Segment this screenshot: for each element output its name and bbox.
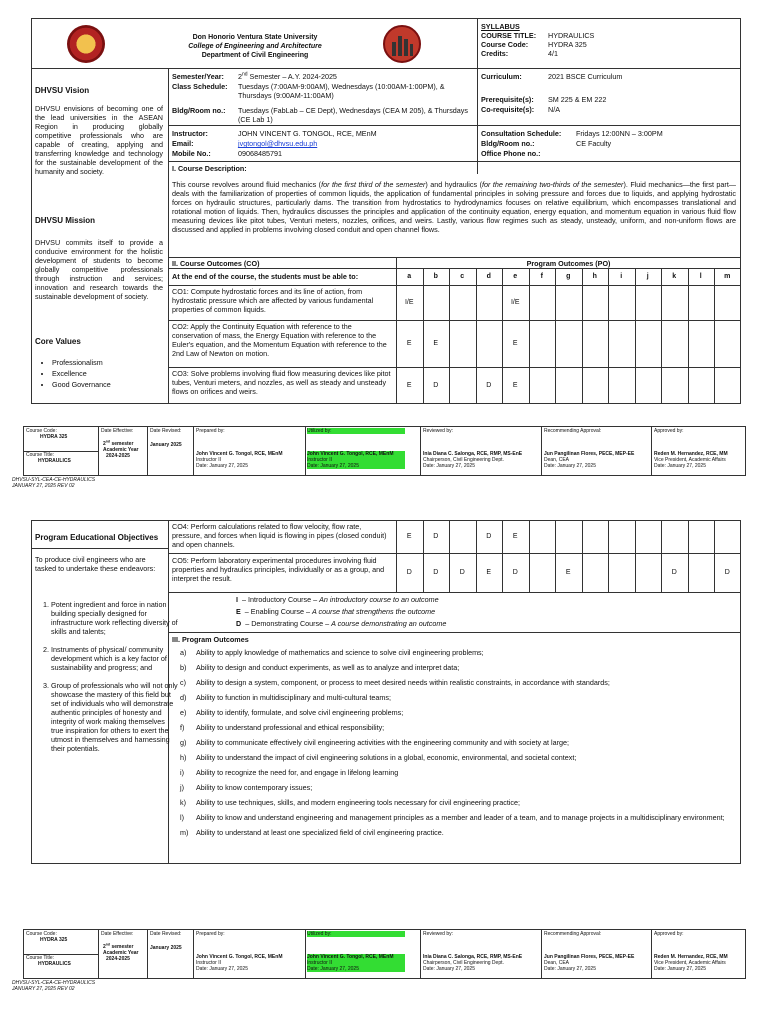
footer-utilized-field: Utilized by: xyxy=(307,931,405,937)
instructor-value: JOHN VINCENT G. TONGOL, RCE, MEnM xyxy=(238,129,377,138)
program-outcome-item xyxy=(180,693,735,702)
footer-field: Instructor II xyxy=(196,960,222,966)
program-outcome-text: Ability to communicate effectively civil engineering activities with the engineering community and with society at large; xyxy=(196,738,569,747)
department-name: Department of Civil Engineering xyxy=(201,52,309,59)
peo-title: Program Educational Objectives xyxy=(35,533,159,542)
program-outcome-key: m) xyxy=(180,828,189,837)
program-outcome-text: Ability to identify, formulate, and solve civil engineering problems; xyxy=(196,708,404,717)
program-outcome-item xyxy=(180,768,735,777)
footer-field: Dean, CEA xyxy=(544,960,570,966)
program-outcome-item xyxy=(180,678,735,687)
program-outcome-item xyxy=(180,828,735,837)
footer-field: Approved by: xyxy=(654,931,684,937)
po-title: Program Outcomes (PO) xyxy=(526,259,611,268)
peo-list xyxy=(35,600,179,753)
peo-intro: To produce civil engineers who are tasked to undertake these endeavors: xyxy=(35,555,156,573)
footer-field: Inia Diana C. Salonga, RCE, RMP, MS-EnE xyxy=(423,954,523,960)
coreq-value: N/A xyxy=(548,105,560,114)
footer-field: Date Effective: xyxy=(101,428,134,434)
co2-text: CO2: Apply the Continuity Equation with reference to the conservation of mass, the Energy Equation with reference to the Euler's equation, and the Momentum Equation with reference to the 2nd Law of Newton on motion. xyxy=(172,322,387,358)
co4-text: CO4: Perform calculations related to flow velocity, flow rate, pressure, and forces when liquid is flowing in pipes (closed conduit) and open channels. xyxy=(172,522,387,549)
mission-text: DHVSU commits itself to provide a conducive environment for the holistic development of students to become globally competitive professionals through instruction and services; innovation and research towards the sustainable development of society. xyxy=(35,238,163,301)
footer-field: Reviewed by: xyxy=(423,931,454,937)
university-seal-logo xyxy=(67,25,105,63)
po-mark: E xyxy=(565,568,571,576)
program-outcome-text: Ability to design and conduct experiments, as well as to analyze and interpret data; xyxy=(196,663,460,672)
program-outcome-text: Ability to understand at least one specialized field of civil engineering practice. xyxy=(196,828,444,837)
footer-field: Course Title: xyxy=(26,955,55,961)
po-mark: D xyxy=(512,568,518,576)
co5-text: CO5: Perform laboratory experimental procedures involving fluid properties and hydraulics principles, individually or as a group, and interpret the result. xyxy=(172,556,385,583)
footer-field: HYDRA 325 xyxy=(40,937,68,943)
doc-date-2: JANUARY 27, 2025 REV 02 xyxy=(12,986,75,992)
po-column-header: f xyxy=(540,273,543,280)
program-outcome-item xyxy=(180,813,735,822)
footer-field: Reden M. Hernandez, RCE, MM xyxy=(654,451,728,457)
program-outcome-item xyxy=(180,648,735,657)
program-outcome-text: Ability to understand professional and ethical responsibility; xyxy=(196,723,385,732)
footer-field: Jun Pangilinan Flores, PECE, MEP-EE xyxy=(544,954,635,960)
footer-field: Academic Year xyxy=(103,447,139,453)
program-outcome-text: Ability to design a system, component, or process to meet desired needs within realistic constraints, in accordance with standards; xyxy=(196,678,610,687)
co-subhead: At the end of the course, the students must be able to: xyxy=(172,272,359,281)
co-title: II. Course Outcomes (CO) xyxy=(172,259,260,268)
program-outcome-key: h) xyxy=(180,753,187,762)
consult-label: Consultation Schedule: xyxy=(481,129,562,138)
core-value-item: • Good Governance xyxy=(52,380,177,389)
po-mark: E xyxy=(486,568,492,576)
footer-field: Instructor II xyxy=(196,457,222,463)
po-column-header: a xyxy=(407,273,412,280)
footer-field: HYDRAULICS xyxy=(38,458,71,464)
bldg2-value: CE Faculty xyxy=(576,139,612,148)
program-outcome-text: Ability to function in multidisciplinary and multi-cultural teams; xyxy=(196,693,391,702)
po-column-header: e xyxy=(513,273,518,280)
peo-item: 2. Instruments of physical/ community development which is a key factor of sustainability and progress; and xyxy=(51,645,179,672)
po-mark: E xyxy=(512,381,518,389)
bldg2-label: Bldg/Room no.: xyxy=(481,139,535,148)
doc-reference-2: DHVSU-SYL-CEA-CE-HYDRAULICS xyxy=(12,980,96,986)
program-outcome-key: b) xyxy=(180,663,187,672)
program-outcome-item xyxy=(180,723,735,732)
syllabus-label: SYLLABUS xyxy=(481,22,520,31)
footer-field: Jun Pangilinan Flores, PECE, MEP-EE xyxy=(544,451,635,457)
footer-field: Date: January 27, 2025 xyxy=(544,463,596,469)
po-mark: D xyxy=(406,568,412,576)
footer-field: Date Effective: xyxy=(101,931,134,937)
program-outcomes-list xyxy=(180,648,735,843)
po-column-header: c xyxy=(460,273,465,280)
peo-item: 3. Group of professionals who will not only showcase the mastery of this field but set of individuals who will demonstrate authentic principles of honesty and integrity of work making themselves true inspiration for others to exert the utmost in themselves and harnessing their potentials. xyxy=(51,681,179,753)
po-column-header: h xyxy=(592,273,597,280)
program-outcome-text: Ability to use techniques, skills, and modern engineering tools necessary for civil engineering practice; xyxy=(196,798,521,807)
college-name: College of Engineering and Architecture xyxy=(188,43,322,50)
email-link[interactable]: jvgtongol@dhvsu.edu.ph xyxy=(238,139,318,148)
footer-field: January 2025 xyxy=(150,945,182,951)
po-mark: D xyxy=(433,381,439,389)
university-name: Don Honorio Ventura State University xyxy=(192,34,318,41)
program-outcome-text: Ability to know contemporary issues; xyxy=(196,783,313,792)
footer-field: Date: January 27, 2025 xyxy=(196,463,248,469)
footer-utilized-field: Instructor II xyxy=(307,960,405,966)
program-outcome-key: c) xyxy=(180,678,186,687)
program-outcome-text: Ability to know and understand engineering and management principles as a member and leader of a team, and to manage projects in a multidisciplinary environment; xyxy=(196,813,725,822)
footer-field: Recommending Approval: xyxy=(544,428,602,434)
footer-field: Course Title: xyxy=(26,452,55,458)
program-outcome-item xyxy=(180,798,735,807)
room-label: Bldg/Room no.: xyxy=(172,106,226,115)
po-mark: D xyxy=(486,381,492,389)
program-outcome-item xyxy=(180,663,735,672)
footer-field: John Vincent G. Tongol, RCE, MEnM xyxy=(196,954,283,960)
core-values-title: Core Values xyxy=(35,337,81,346)
footer-utilized-field: Date: January 27, 2025 xyxy=(307,463,405,469)
footer-utilized-field: John Vincent G. Tongol, RCE, MEnM xyxy=(307,451,405,457)
program-outcomes-title: III. Program Outcomes xyxy=(172,635,249,644)
course-title-value: HYDRAULICS xyxy=(548,31,595,40)
footer-field: Date: January 27, 2025 xyxy=(196,966,248,972)
doc-reference: DHVSU-SYL-CEA-CE-HYDRAULICS xyxy=(12,477,96,483)
coreq-label: Co-requisite(s): xyxy=(481,105,535,114)
po-mark: E xyxy=(406,532,412,540)
footer-field: Reviewed by: xyxy=(423,428,454,434)
footer-field: Course Code: xyxy=(26,428,57,434)
course-description-text: This course revolves around fluid mechanics (for the first third of the semester) and hydraulics (for the remaining two-thirds of the semester). Fluid mechanics—the first part—deals with the familiarization of properties of common liquids, the application of fundamental principles in solving pressure and forces due to liquids, and applying hydrostatic forces on hydraulic structures, particularly dams. The transition from hydrostatics to hydrodynamics focuses on relative equilibrium, which encompasses translational and rotational motion of liquids. Then, hydraulics discusses the principles and application of the continuity equation, energy equation, and momentum equation in various fluid flow measuring devices like pitot tubes, Venturi meters, nozzles, orifices, and weirs. Lastly, various flow regimes such as steady, unsteady, uniform, and non-uniform flows are discussed and applied in problems involving closed conduit and open channel flows. xyxy=(172,180,736,234)
curriculum-label: Curriculum: xyxy=(481,72,522,81)
curriculum-value: 2021 BSCE Curriculum xyxy=(548,72,623,81)
footer-field: Date: January 27, 2025 xyxy=(654,463,706,469)
po-mark: I/E xyxy=(510,298,520,306)
footer-field: Dean, CEA xyxy=(544,457,570,463)
schedule-value: Tuesdays (7:00AM-9:00AM), Wednesdays (10:00AM-1:00PM), & Thursdays (9:00AM-11:00AM) xyxy=(238,82,445,100)
mission-title: DHVSU Mission xyxy=(35,216,96,225)
footer-field: Date: January 27, 2025 xyxy=(654,966,706,972)
footer-field: Vice President, Academic Affairs xyxy=(654,960,726,966)
vision-text: DHVSU envisions of becoming one of the lead universities in the ASEAN Region in producing globally competitive professionals who are capable of creating, applying and transferring knowledge and technology for the sustainable development of the humanity and society. xyxy=(35,104,163,176)
program-outcome-item xyxy=(180,753,735,762)
po-mark: E xyxy=(433,339,439,347)
po-mark: E xyxy=(512,339,518,347)
footer-field: HYDRA 325 xyxy=(40,434,68,440)
po-column-header: m xyxy=(724,273,731,280)
po-mark: D xyxy=(433,532,439,540)
mobile-label: Mobile No.: xyxy=(172,149,211,158)
semester-value: 2nd Semester – A.Y. 2024-2025 xyxy=(238,71,337,81)
office-phone-label: Office Phone no.: xyxy=(481,149,541,158)
email-label: Email: xyxy=(172,139,194,148)
po-column-header: k xyxy=(672,273,677,280)
core-values-list xyxy=(38,358,177,389)
po-mark: D xyxy=(459,568,465,576)
course-title-label: COURSE TITLE: xyxy=(481,31,537,40)
legend-introductory: I – Introductory Course – An introductory course to an outcome xyxy=(236,595,439,604)
footer-utilized-field: Date: January 27, 2025 xyxy=(307,966,405,972)
footer-field: Recommending Approval: xyxy=(544,931,602,937)
footer-effective-semester: 2nd semester xyxy=(103,942,134,950)
program-outcome-item xyxy=(180,783,735,792)
program-outcome-key: f) xyxy=(180,723,185,732)
footer-field: Approved by: xyxy=(654,428,684,434)
footer-effective-semester: 2nd semester xyxy=(103,439,134,447)
program-outcome-key: k) xyxy=(180,798,186,807)
program-outcome-key: g) xyxy=(180,738,187,747)
po-mark: D xyxy=(724,568,730,576)
course-code-value: HYDRA 325 xyxy=(548,40,587,49)
course-description-title: I. Course Description: xyxy=(172,164,247,173)
consult-value: Fridays 12:00NN – 3:00PM xyxy=(576,129,663,138)
po-mark: E xyxy=(512,532,518,540)
program-outcome-text: Ability to apply knowledge of mathematics and science to solve civil engineering problems; xyxy=(196,648,484,657)
college-logo xyxy=(382,24,422,64)
instructor-label: Instructor: xyxy=(172,129,208,138)
schedule-label: Class Schedule: xyxy=(172,82,228,91)
program-outcome-key: a) xyxy=(180,648,187,657)
footer-field: Course Code: xyxy=(26,931,57,937)
footer-field: Reden M. Hernandez, RCE, MM xyxy=(654,954,728,960)
program-outcome-key: e) xyxy=(180,708,187,717)
footer-field: Prepared by: xyxy=(196,428,225,434)
program-outcome-key: i) xyxy=(180,768,184,777)
footer-utilized-field: Utilized by: xyxy=(307,428,405,434)
po-mark: D xyxy=(433,568,439,576)
po-mark: E xyxy=(406,339,412,347)
footer-field: Academic Year xyxy=(103,950,139,956)
po-mark: D xyxy=(486,532,492,540)
footer-utilized-field: Instructor II xyxy=(307,457,405,463)
core-value-item: • Excellence xyxy=(52,369,177,378)
program-outcome-item xyxy=(180,708,735,717)
program-outcome-key: d) xyxy=(180,693,187,702)
mobile-value: 09068485791 xyxy=(238,149,282,158)
footer-field: 2024-2025 xyxy=(106,453,130,459)
peo-item: 1. Potent ingredient and force in nation building specially designed for infrastructure work reflecting diversity of skills and talents; xyxy=(51,600,179,636)
core-value-item: • Professionalism xyxy=(52,358,177,367)
po-mark: I/E xyxy=(404,298,414,306)
po-mark: E xyxy=(406,381,412,389)
footer-field: John Vincent G. Tongol, RCE, MEnM xyxy=(196,451,283,457)
footer-field: Inia Diana C. Salonga, RCE, RMP, MS-EnE xyxy=(423,451,523,457)
vision-title: DHVSU Vision xyxy=(35,86,90,95)
po-column-header: j xyxy=(646,273,649,280)
footer-field: Vice President, Academic Affairs xyxy=(654,457,726,463)
credits-label: Credits: xyxy=(481,49,509,58)
footer-field: Prepared by: xyxy=(196,931,225,937)
footer-field: 2024-2025 xyxy=(106,956,130,962)
semester-label: Semester/Year: xyxy=(172,72,224,81)
footer-field: HYDRAULICS xyxy=(38,961,71,967)
doc-date: JANUARY 27, 2025 REV 02 xyxy=(12,483,75,489)
program-outcome-text: Ability to understand the impact of civil engineering solutions in a global, economic, environmental, and societal context; xyxy=(196,753,577,762)
program-outcome-item xyxy=(180,738,735,747)
credits-value: 4/1 xyxy=(548,49,558,58)
course-code-label: Course Code: xyxy=(481,40,529,49)
po-column-header: d xyxy=(486,273,491,280)
co1-text: CO1: Compute hydrostatic forces and its line of action, from hydrostatic pressure which are affected by various fundamental properties of common liquids. xyxy=(172,287,374,314)
footer-field: Chairperson, Civil Engineering Dept. xyxy=(423,457,504,463)
footer-field: Date: January 27, 2025 xyxy=(423,966,475,972)
prereq-value: SM 225 & EM 222 xyxy=(548,95,607,104)
po-column-header: l xyxy=(699,273,702,280)
footer-field: Date: January 27, 2025 xyxy=(544,966,596,972)
legend-demonstrating: D – Demonstrating Course – A course demonstrating an outcome xyxy=(236,619,447,628)
po-column-header: g xyxy=(566,273,571,280)
program-outcome-text: Ability to recognize the need for, and engage in lifelong learning xyxy=(196,768,399,777)
program-outcome-key: j) xyxy=(180,783,184,792)
footer-field: Chairperson, Civil Engineering Dept. xyxy=(423,960,504,966)
program-outcome-key: l) xyxy=(180,813,184,822)
po-column-header: b xyxy=(433,273,438,280)
room-value: Tuesdays (FabLab – CE Dept), Wednesdays (CEA M 205), & Thursdays (CE Lab 1) xyxy=(238,106,468,124)
footer-utilized-field: John Vincent G. Tongol, RCE, MEnM xyxy=(307,954,405,960)
footer-field: Date: January 27, 2025 xyxy=(423,463,475,469)
po-mark: D xyxy=(671,568,677,576)
footer-field: Date Revised: xyxy=(150,931,182,937)
po-column-header: i xyxy=(620,273,623,280)
footer-field: Date Revised: xyxy=(150,428,182,434)
footer-field: January 2025 xyxy=(150,442,182,448)
legend-enabling: E – Enabling Course – A course that strengthens the outcome xyxy=(236,607,436,616)
prereq-label: Prerequisite(s): xyxy=(481,95,534,104)
co3-text: CO3: Solve problems involving fluid flow measuring devices like pitot tubes, Venturi meters, and nozzles, as well as steady and unsteady flows on orifices and weirs. xyxy=(172,369,391,396)
